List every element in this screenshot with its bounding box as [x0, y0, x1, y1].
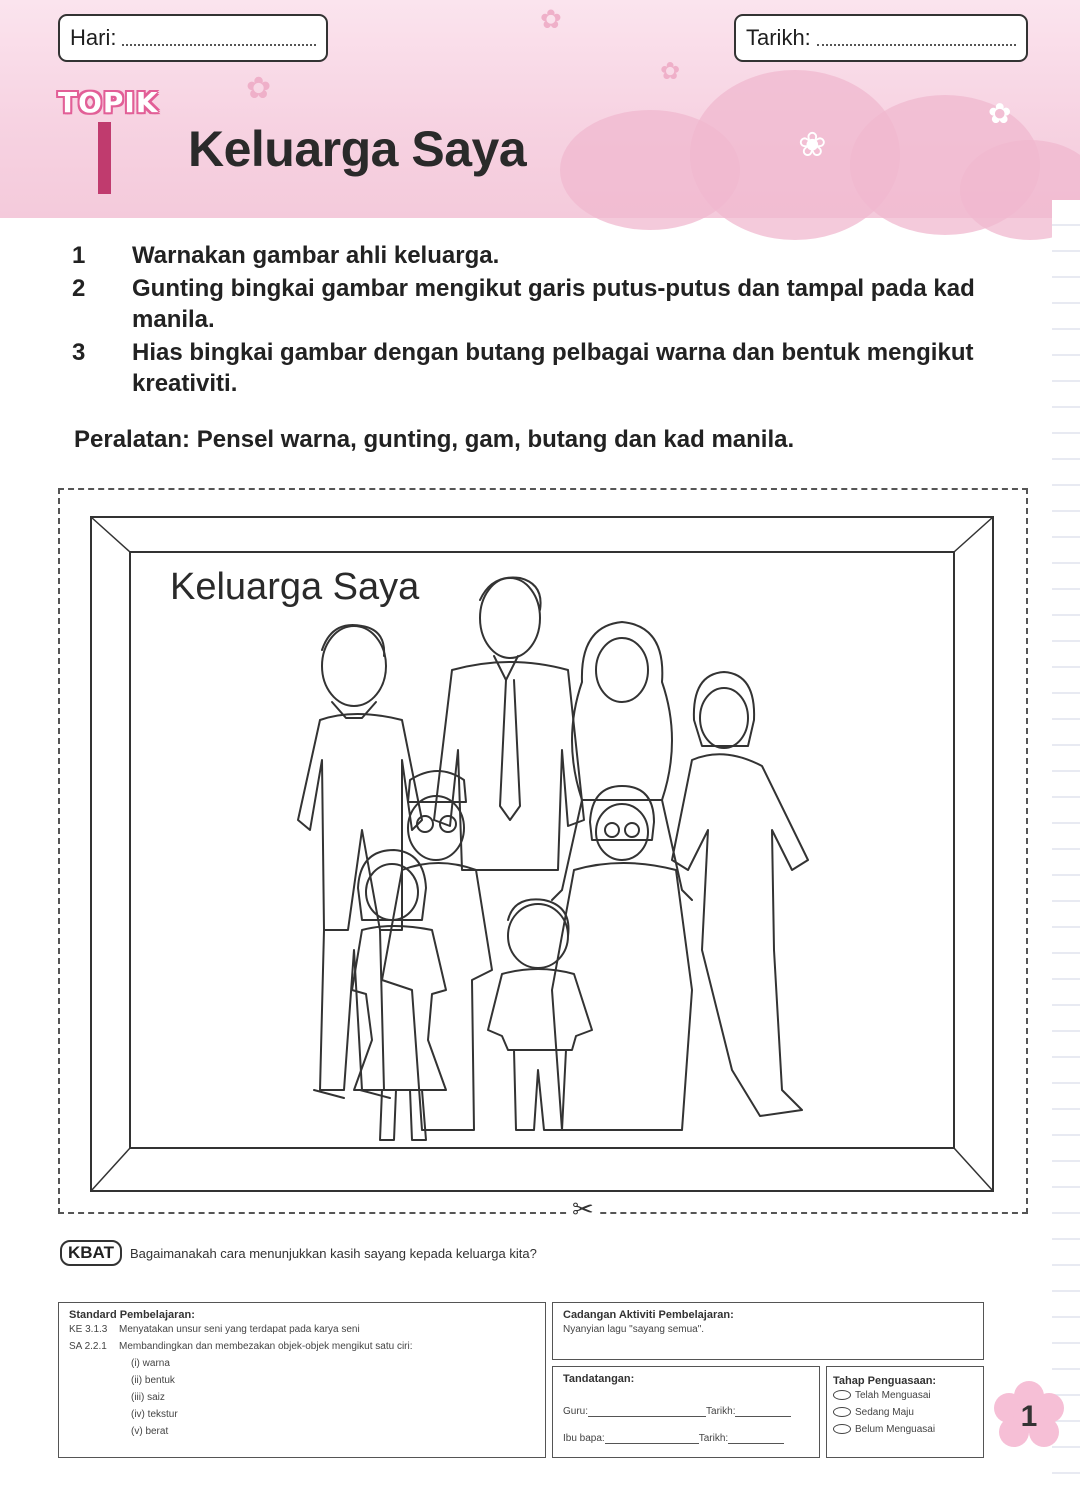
tarikh-field[interactable] [734, 14, 1028, 62]
signature-panel [552, 1366, 820, 1458]
butterfly-icon: ✿ [540, 4, 562, 34]
hari-blank [122, 44, 316, 46]
mastery-option-label: Belum Menguasai [855, 1424, 936, 1435]
butterfly-icon: ❀ [798, 126, 827, 164]
figure-aunt [672, 672, 808, 1116]
page-title: Keluarga Saya [188, 121, 527, 177]
figure-young-man [298, 625, 422, 1098]
guru-date-line [735, 1416, 791, 1417]
guru-label: Guru: [563, 1406, 589, 1417]
topik-label: TOPIK [58, 86, 159, 119]
cadangan-panel [552, 1302, 984, 1360]
standard-text: Membandingkan dan membezakan objek-objek mengikut satu ciri: [119, 1341, 413, 1352]
standard-title: Standard Pembelajaran: [69, 1309, 195, 1321]
standard-code: KE 3.1.3 [69, 1324, 108, 1335]
mastery-title: Tahap Penguasaan: [833, 1375, 937, 1387]
mastery-option[interactable] [833, 1404, 977, 1421]
instruction-item [72, 337, 1002, 399]
scissors-icon: ✂ [568, 1196, 598, 1222]
hari-label: Hari: [70, 25, 117, 50]
page-number: 1 [1020, 1400, 1038, 1433]
instruction-number: 3 [72, 339, 86, 366]
kbat-badge: KBAT [60, 1240, 122, 1266]
standard-item [69, 1338, 535, 1355]
hari-field[interactable] [58, 14, 328, 62]
kbat-row [60, 1240, 537, 1266]
instruction-item [72, 240, 1002, 271]
mastery-oval-icon[interactable] [833, 1390, 851, 1400]
tarikh-blank [817, 44, 1016, 46]
standard-panel [58, 1302, 546, 1458]
instruction-text: Gunting bingkai gambar mengikut garis putus-putus dan tampal pada kad manila. [132, 275, 975, 333]
butterfly-icon: ✿ [988, 98, 1012, 129]
frame-title: Keluarga Saya [170, 566, 420, 608]
parent-tarikh-label: Tarikh: [698, 1433, 729, 1444]
guru-signature-line [588, 1416, 706, 1417]
butterfly-icon: ✿ [660, 58, 681, 85]
mastery-option-label: Telah Menguasai [855, 1390, 931, 1401]
guru-signature-row[interactable] [563, 1403, 809, 1420]
butterfly-icon: ✿ [246, 72, 272, 105]
parent-label: Ibu bapa: [563, 1433, 605, 1444]
instruction-text: Hias bingkai gambar dengan butang pelbagai warna dan bentuk mengikut kreativiti. [132, 339, 974, 397]
margin-stripe [1052, 200, 1080, 1487]
figure-mother [552, 622, 692, 900]
parent-signature-row[interactable] [563, 1430, 809, 1447]
standard-code: SA 2.2.1 [69, 1341, 107, 1352]
mastery-oval-icon[interactable] [833, 1424, 851, 1434]
mastery-option[interactable] [833, 1387, 977, 1404]
standard-text: Menyatakan unsur seni yang terdapat pada karya seni [119, 1324, 360, 1335]
figure-girl [352, 850, 446, 1140]
mastery-option-label: Sedang Maju [855, 1407, 914, 1418]
parent-signature-line [605, 1443, 699, 1444]
mastery-option[interactable] [833, 1421, 977, 1438]
mastery-panel [826, 1366, 984, 1458]
figure-boy [488, 899, 592, 1130]
standard-sub-item: (v) berat [131, 1426, 169, 1437]
standard-item [69, 1321, 535, 1338]
instruction-number: 1 [72, 242, 86, 269]
parent-date-line [728, 1443, 784, 1444]
cadangan-text: Nyanyian lagu "sayang semua". [563, 1324, 705, 1335]
mastery-oval-icon[interactable] [833, 1407, 851, 1417]
cadangan-title: Cadangan Aktiviti Pembelajaran: [563, 1309, 734, 1321]
standard-sub-item: (iii) saiz [131, 1392, 165, 1403]
topic-number [98, 122, 111, 194]
instructions-list [72, 240, 1002, 401]
guru-tarikh-label: Tarikh: [706, 1406, 736, 1417]
equipment-line: Peralatan: Pensel warna, gunting, gam, butang dan kad manila. [74, 426, 795, 453]
standard-sub-item: (iv) tekstur [131, 1409, 178, 1420]
instruction-number: 2 [72, 275, 86, 302]
family-illustration [262, 570, 822, 1150]
kbat-question: Bagaimanakah cara menunjukkan kasih sayang kepada keluarga kita? [129, 1245, 537, 1261]
standard-sub-item: (ii) bentuk [131, 1375, 175, 1386]
instruction-item [72, 273, 1002, 335]
instruction-text: Warnakan gambar ahli keluarga. [132, 242, 500, 269]
signature-title: Tandatangan: [563, 1373, 635, 1385]
tarikh-label: Tarikh: [746, 25, 811, 50]
standard-sub-item: (i) warna [131, 1358, 170, 1369]
